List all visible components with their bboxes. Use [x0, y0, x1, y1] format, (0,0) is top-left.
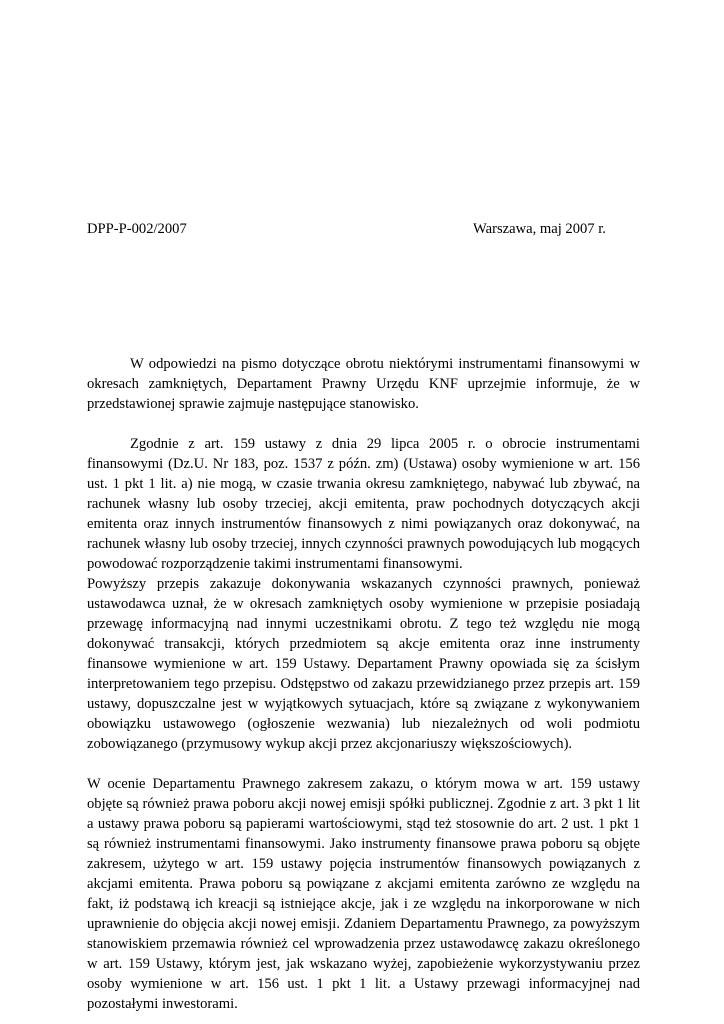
paragraph-line: objęte są również prawa poboru akcji nowej emisji spółki publicznej. Zgodnie z art. 3 pkt 1 lit	[87, 796, 640, 812]
paragraph-line: zobowiązanego (przymusowy wykup akcji przez akcjonariuszy większościowych).	[87, 736, 573, 752]
paragraph-line: pozostałymi inwestorami.	[87, 996, 238, 1012]
paragraph-line: Powyższy przepis zakazuje dokonywania wskazanych czynności prawnych, ponieważ	[87, 576, 640, 592]
paragraph-line: W ocenie Departamentu Prawnego zakresem zakazu, o którym mowa w art. 159 ustawy	[87, 776, 640, 792]
paragraph-line: przedstawionej sprawie zajmuje następujące stanowisko.	[87, 396, 419, 412]
paragraph-line: emitenta oraz innych instrumentów finansowych z nimi powiązanych oraz dokonywać, na	[87, 516, 640, 532]
paragraph-line: akcjami emitenta. Prawa poboru są powiązane z akcjami emitenta zarówno ze względu na	[87, 876, 640, 892]
paragraph-line: rachunek własny lub osoby trzeciej, akcji emitenta, praw pochodnych dotyczących akcji	[87, 496, 640, 512]
paragraph-line: osoby wymienione w art. 156 ust. 1 pkt 1 lit. a Ustawy przewagi informacyjnej nad	[87, 976, 640, 992]
paragraph-line: zakresem, użytego w art. 159 ustawy pojęcia instrumentów finansowych powiązanych z	[87, 856, 640, 872]
paragraph-line: W odpowiedzi na pismo dotyczące obrotu niektórymi instrumentami finansowymi w	[130, 356, 640, 372]
paragraph-line: a ustawy prawa poboru są papierami wartościowymi, stąd też stosownie do art. 2 ust. 1 pkt 1	[87, 816, 640, 832]
paragraph-line: stanowiskiem przemawia również cel wprowadzenia przez ustawodawcę zakazu określonego	[87, 936, 640, 952]
paragraph-line: interpretowaniem tego przepisu. Odstępstwo od zakazu przewidzianego przez przepis art. 159	[87, 676, 640, 692]
paragraph-line: są również instrumentami finansowymi. Jako instrumenty finansowe prawa poboru są objęte	[87, 836, 640, 852]
paragraph-line: przewagę informacyjną nad innymi uczestnikami obrotu. Z tego też względu nie mogą	[87, 616, 640, 632]
paragraph-line: finansowe wymienione w art. 159 Ustawy. Departament Prawny opowiada się za ścisłym	[87, 656, 640, 672]
paragraph-line: obowiązku ustawowego (ogłoszenie wezwania) lub niezależnych od woli podmiotu	[87, 716, 640, 732]
paragraph-line: okresach zamkniętych, Departament Prawny Urzędu KNF uprzejmie informuje, że w	[87, 376, 640, 392]
paragraph-line: Zgodnie z art. 159 ustawy z dnia 29 lipca 2005 r. o obrocie instrumentami	[130, 436, 640, 452]
paragraph-line: fakt, iż podstawą ich kreacji są istniejące akcje, jak i ze względu na inkorporowane w nich	[87, 896, 640, 912]
paragraph-line: uprawnienie do objęcia akcji nowej emisji. Zdaniem Departamentu Prawnego, za powyższym	[87, 916, 640, 932]
paragraph-line: ust. 1 pkt 1 lit. a) nie mogą, w czasie trwania okresu zamkniętego, nabywać lub zbywać, na	[87, 476, 640, 492]
paragraph-line: powodować rozporządzenie takimi instrumentami finansowymi.	[87, 556, 463, 572]
reference-number: DPP-P-002/2007	[87, 221, 187, 237]
paragraph-line: w art. 159 Ustawy, którym jest, jak wskazano wyżej, zapobieżenie wykorzystywaniu przez	[87, 956, 640, 972]
paragraph-line: dokonywać transakcji, których przedmiotem są akcje emitenta oraz inne instrumenty	[87, 636, 640, 652]
place-and-date: Warszawa, maj 2007 r.	[473, 221, 606, 237]
paragraph-line: ustawodawca uznał, że w okresach zamkniętych osoby wymienione w przepisie posiadają	[87, 596, 640, 612]
paragraph-line: ustawy, dopuszczalne jest w wyjątkowych sytuacjach, które są związane z wykonywaniem	[87, 696, 640, 712]
paragraph-line: finansowymi (Dz.U. Nr 183, poz. 1537 z późn. zm) (Ustawa) osoby wymienione w art. 156	[87, 456, 640, 472]
paragraph-line: rachunek własny lub osoby trzeciej, innych czynności prawnych powodujących lub mogących	[87, 536, 640, 552]
